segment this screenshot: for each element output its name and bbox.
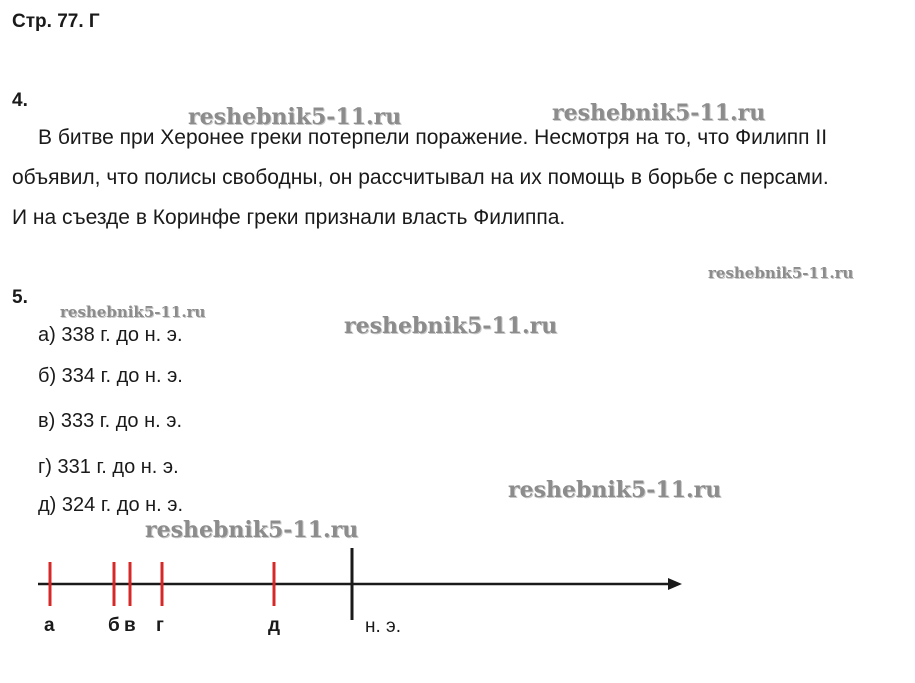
- answer-b: б) 334 г. до н. э.: [38, 365, 183, 387]
- timeline-mark-label-4: г: [156, 615, 164, 636]
- task-4-number: 4.: [12, 90, 28, 111]
- task-5-number: 5.: [12, 287, 28, 308]
- timeline-mark-label-3: в: [124, 615, 136, 636]
- task-4-line-1: В битве при Херонее греки потерпели поражение. Несмотря на то, что Филипп II: [38, 126, 828, 149]
- timeline-era-label: н. э.: [365, 616, 402, 637]
- timeline-arrow-icon: [668, 578, 682, 590]
- task-4-line-3: И на съезде в Коринфе греки признали власть Филиппа.: [12, 206, 566, 229]
- task-4-line-2: объявил, что полисы свободны, он рассчитывал на их помощь в борьбе с персами.: [12, 166, 829, 189]
- timeline: [0, 540, 915, 650]
- answer-g: г) 331 г. до н. э.: [38, 456, 179, 478]
- watermark-4: reshebnik5-11.ru: [60, 303, 206, 321]
- watermark-3: reshebnik5-11.ru: [708, 264, 854, 282]
- watermark-5: reshebnik5-11.ru: [344, 313, 558, 339]
- timeline-mark-label-2: б: [108, 615, 120, 636]
- watermark-2: reshebnik5-11.ru: [552, 100, 766, 126]
- watermark-6: reshebnik5-11.ru: [508, 477, 722, 503]
- answer-d: д) 324 г. до н. э.: [38, 494, 184, 516]
- watermark-1: reshebnik5-11.ru: [188, 104, 402, 130]
- timeline-mark-label-5: д: [268, 615, 281, 636]
- timeline-mark-label-1: а: [44, 615, 55, 636]
- page-title: Стр. 77. Г: [12, 11, 100, 32]
- answer-a: а) 338 г. до н. э.: [38, 324, 183, 346]
- answer-v: в) 333 г. до н. э.: [38, 410, 183, 432]
- watermark-7: reshebnik5-11.ru: [145, 517, 359, 543]
